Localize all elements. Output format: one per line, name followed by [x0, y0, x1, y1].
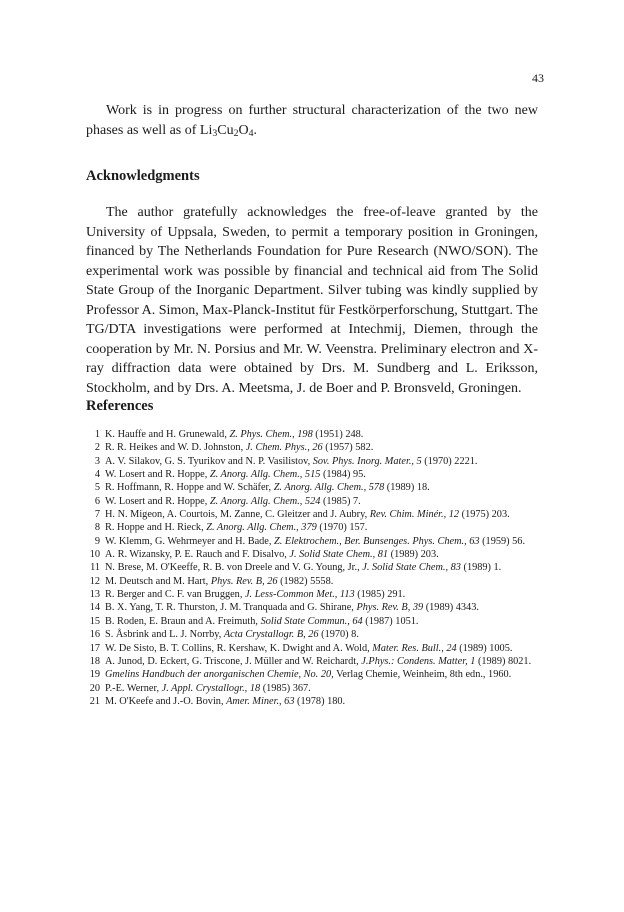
acknowledgments-paragraph	[86, 203, 538, 398]
reference-authors: H. N. Migeon, A. Courtois, M. Zanne, C. Gleitzer and J. Aubry,	[105, 509, 370, 521]
reference-text	[105, 588, 540, 601]
reference-journal: Z. Anorg. Allg. Chem., 578	[273, 482, 385, 494]
reference-journal: Rev. Chim. Minér., 12	[369, 509, 460, 521]
reference-authors: W. De Sisto, B. T. Collins, R. Kershaw, K. Dwight and A. Wold,	[105, 642, 373, 654]
reference-details: (1989) 1.	[460, 562, 502, 574]
reference-number: 17	[89, 642, 100, 654]
formula-subscript-cu: 2	[233, 127, 239, 139]
reference-item	[86, 575, 540, 588]
formula-subscript-li: 3	[212, 127, 218, 139]
reference-authors: W. Klemm, G. Wehrmeyer and H. Bade,	[105, 535, 275, 547]
reference-number: 4	[94, 469, 100, 481]
reference-text	[105, 615, 540, 628]
reference-item	[86, 468, 540, 481]
reference-journal: J. Less-Common Met., 113	[244, 589, 355, 601]
reference-number: 15	[89, 615, 100, 627]
reference-authors: N. Brese, M. O'Keeffe, R. B. von Dreele and V. G. Young, Jr.,	[105, 562, 363, 574]
reference-number: 8	[94, 522, 100, 534]
reference-details: (1985) 367.	[260, 682, 311, 694]
reference-details: (1989) 4343.	[423, 602, 479, 614]
reference-text	[105, 521, 540, 534]
reference-journal: Phys. Rev. B, 39	[356, 602, 424, 614]
reference-item	[86, 455, 540, 468]
reference-details: (1989) 1005.	[456, 642, 513, 654]
reference-authors: A. V. Silakov, G. S. Tyurikov and N. P. Vasilistov,	[105, 455, 313, 467]
reference-item	[86, 561, 540, 574]
reference-authors: W. Losert and R. Hoppe,	[105, 495, 210, 507]
reference-journal: Z. Elektrochem., Ber. Bunsenges. Phys. Chem., 63	[274, 535, 480, 547]
acknowledgments-heading: Acknowledgments	[86, 168, 200, 184]
reference-journal: Sov. Phys. Inorg. Mater., 5	[312, 455, 422, 467]
reference-item	[86, 682, 540, 695]
reference-number: 9	[94, 535, 100, 547]
reference-journal: Z. Anorg. Allg. Chem., 524	[209, 495, 321, 507]
reference-item	[86, 495, 540, 508]
reference-journal: J. Solid State Chem., 83	[362, 562, 461, 574]
reference-text	[105, 668, 540, 681]
reference-number: 20	[89, 682, 100, 694]
reference-details: (1982) 5558.	[277, 575, 334, 587]
reference-authors: K. Hauffe and H. Grunewald,	[105, 429, 230, 440]
reference-details: (1959) 56.	[479, 535, 526, 547]
reference-text	[105, 682, 540, 695]
reference-authors: W. Losert and R. Hoppe,	[105, 469, 210, 481]
reference-authors: R. R. Heikes and W. D. Johnston,	[105, 442, 246, 454]
reference-authors: R. Hoppe and H. Rieck,	[105, 522, 207, 534]
acknowledgments-text: The author gratefully acknowledges the free-of-leave granted by the University of Uppsala, Sweden, to permit a temporary position in Groningen, financed by The Netherlands Foundation for Pure Research (NWO/SON). The experimental work was possible by financial and technical aid from The Solid State Group of the Inorganic Department. Silver tubing was kindly supplied by Professor A. Simon, Max-Planck-Institut für Festkörperforschung, Stuttgart. The TG/DTA investigations were performed at Intechmij, Diemen, through the cooperation by Mr. N. Porsius and Mr. W. Veenstra. Preliminary electron and X-ray diffraction data were obtained by Drs. M. Sundberg and L. Eriksson, Stockholm, and by Drs. A. Meetsma, J. de Boer and P. Bronsveld, Groningen.	[86, 205, 538, 396]
formula-cu: Cu	[217, 122, 234, 138]
reference-journal: Phys. Rev. B, 26	[210, 575, 278, 587]
reference-text	[105, 561, 540, 574]
reference-number: 2	[94, 442, 100, 454]
reference-details: (1984) 95.	[320, 469, 366, 481]
reference-item	[86, 695, 540, 708]
reference-journal: Acta Crystallogr. B, 26	[223, 629, 319, 641]
reference-details: (1989) 18.	[384, 482, 430, 494]
reference-authors: S. Åsbrink and L. J. Norrby,	[105, 629, 224, 641]
reference-number: 12	[89, 575, 100, 587]
reference-details: (1985) 291.	[354, 589, 406, 601]
reference-number: 16	[89, 629, 100, 641]
reference-number: 19	[89, 669, 100, 681]
reference-journal: J.Phys.: Condens. Matter, 1	[361, 655, 476, 667]
reference-text	[105, 495, 540, 508]
reference-text	[105, 548, 540, 561]
reference-text	[105, 455, 540, 468]
reference-text	[105, 575, 540, 588]
reference-details: (1970) 2221.	[421, 455, 478, 467]
reference-number: 7	[94, 509, 100, 521]
reference-text	[105, 428, 540, 441]
reference-number: 10	[89, 549, 100, 561]
reference-number: 11	[90, 562, 100, 574]
reference-item	[86, 588, 540, 601]
reference-authors: B. X. Yang, T. R. Thurston, J. M. Tranquada and G. Shirane,	[105, 602, 357, 614]
references-list	[86, 428, 540, 708]
reference-item	[86, 548, 540, 561]
reference-details: (1987) 1051.	[362, 615, 419, 627]
reference-number: 13	[89, 589, 100, 601]
reference-journal: J. Appl. Crystallogr., 18	[161, 682, 261, 694]
reference-journal: J. Chem. Phys., 26	[245, 442, 323, 454]
reference-details: (1970) 157.	[316, 522, 368, 534]
reference-authors: B. Roden, E. Braun and A. Freimuth,	[105, 615, 261, 627]
reference-journal: Gmelins Handbuch der anorganischen Chemie, No. 20,	[105, 669, 334, 681]
intro-paragraph	[86, 101, 538, 140]
reference-number: 3	[94, 455, 100, 467]
reference-details: (1970) 8.	[318, 629, 359, 641]
reference-text	[105, 508, 540, 521]
reference-journal: Amer. Miner., 63	[226, 695, 295, 707]
reference-item	[86, 521, 540, 534]
reference-text	[105, 695, 540, 708]
reference-text	[105, 601, 540, 614]
reference-text	[105, 642, 540, 655]
intro-end: .	[253, 122, 258, 138]
reference-journal: Z. Anorg. Allg. Chem., 379	[206, 522, 317, 534]
reference-item	[86, 508, 540, 521]
reference-journal: Solid State Commun., 64	[260, 615, 363, 627]
reference-details: (1989) 8021.	[475, 655, 532, 667]
intro-text: Work is in progress on further structural characterization of the two new phases as well as of Li	[86, 103, 538, 138]
reference-item	[86, 615, 540, 628]
reference-text	[105, 481, 540, 494]
reference-item	[86, 642, 540, 655]
reference-item	[86, 601, 540, 614]
reference-authors: M. O'Keefe and J.-O. Bovin,	[105, 695, 227, 707]
reference-number: 1	[94, 429, 100, 440]
reference-number: 5	[94, 482, 100, 494]
reference-details: (1975) 203.	[459, 509, 510, 521]
reference-text	[105, 628, 540, 641]
reference-item	[86, 535, 540, 548]
reference-number: 6	[94, 495, 100, 507]
reference-number: 14	[89, 602, 100, 614]
reference-number: 21	[89, 695, 100, 707]
page-number: 43	[532, 71, 544, 85]
reference-text	[105, 468, 540, 481]
reference-details: Verlag Chemie, Weinheim, 8th edn., 1960.	[333, 669, 512, 681]
reference-item	[86, 441, 540, 454]
reference-details: (1989) 203.	[388, 549, 439, 561]
reference-item	[86, 481, 540, 494]
reference-number: 18	[89, 655, 100, 667]
reference-details: (1951) 248.	[312, 429, 364, 440]
reference-journal: Z. Phys. Chem., 198	[229, 429, 313, 440]
reference-authors: R. Hoffmann, R. Hoppe and W. Schäfer,	[105, 482, 274, 494]
reference-authors: P.-E. Werner,	[105, 682, 162, 694]
reference-journal: Mater. Res. Bull., 24	[372, 642, 457, 654]
reference-authors: R. Berger and C. F. van Bruggen,	[105, 589, 245, 601]
reference-authors: M. Deutsch and M. Hart,	[105, 575, 211, 587]
reference-item	[86, 428, 540, 441]
references-heading: References	[86, 398, 154, 414]
reference-journal: Z. Anorg. Allg. Chem., 515	[209, 469, 321, 481]
formula-subscript-o: 4	[248, 127, 254, 139]
reference-item	[86, 655, 540, 668]
reference-item	[86, 668, 540, 681]
formula-o: O	[238, 122, 249, 138]
reference-journal: J. Solid State Chem., 81	[289, 549, 389, 561]
reference-details: (1978) 180.	[294, 695, 346, 707]
reference-text	[105, 655, 540, 668]
reference-authors: A. Junod, D. Eckert, G. Triscone, J. Müller and W. Reichardt,	[105, 655, 362, 667]
reference-authors: A. R. Wizansky, P. E. Rauch and F. Disalvo,	[105, 549, 290, 561]
reference-details: (1985) 7.	[320, 495, 361, 507]
reference-details: (1957) 582.	[322, 442, 374, 454]
reference-text	[105, 441, 540, 454]
reference-item	[86, 628, 540, 641]
reference-text	[105, 535, 540, 548]
